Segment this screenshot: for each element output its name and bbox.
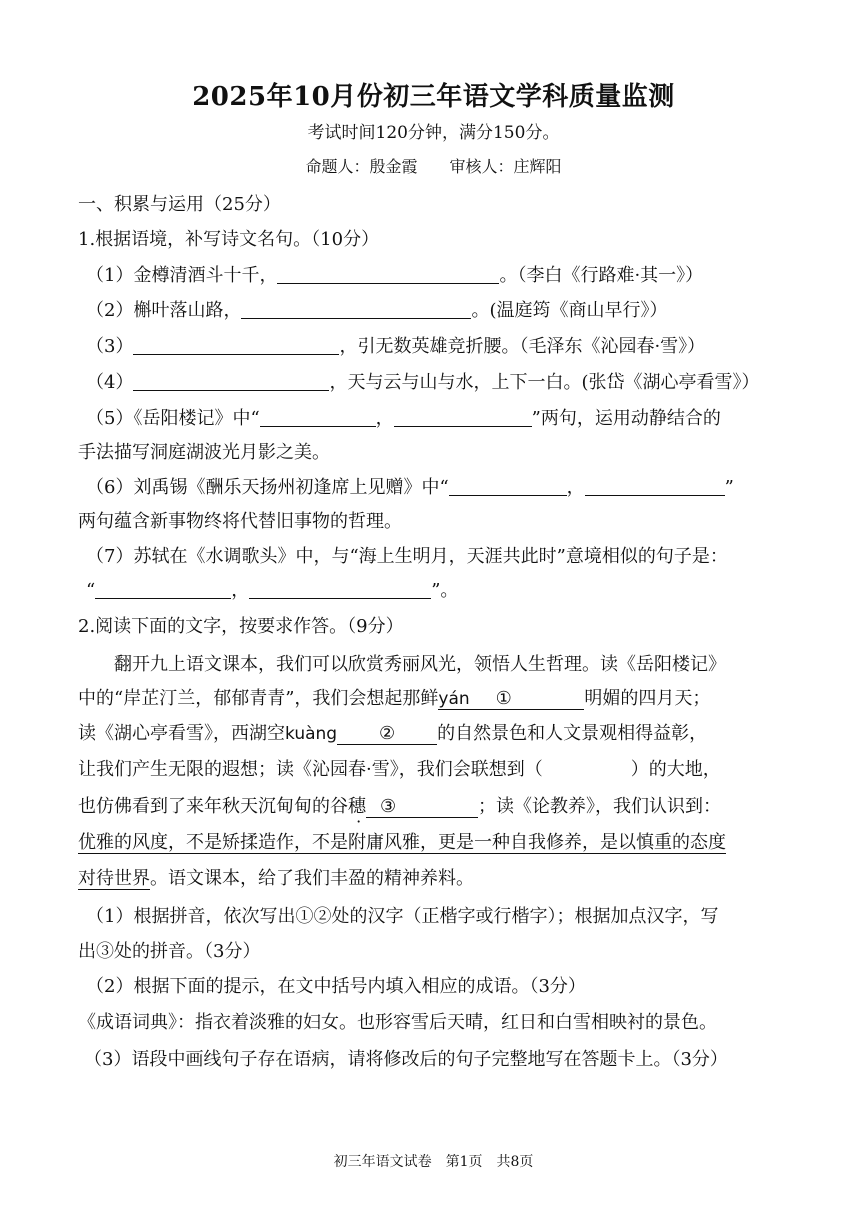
answer-blank (585, 477, 725, 496)
q2-sub-1-cont: 出③处的拼音。（3分） (78, 941, 261, 962)
q1-item-1: （1）金樽清酒斗十千， 。（李白《行路难·其一》） (86, 265, 704, 286)
answer-blank (449, 477, 567, 496)
answer-blank (260, 408, 376, 427)
page-title: 2025年10月份初三年语文学科质量监测 (192, 82, 675, 112)
q2-sub-3: （3）语段中画线句子存在语病，请将修改后的句子完整地写在答题卡上。（3分） (84, 1049, 728, 1070)
passage-line-6 (78, 828, 726, 854)
q1-item-3: （3） ，引无数英雄竞折腰。（毛泽东《沁园春·雪》） (86, 336, 706, 357)
answer-blank-3: ③ (366, 796, 478, 818)
underlined-sentence: 优雅的风度，不是矫揉造作，不是附庸风雅，更是一种自我修养，是以慎重的态度 (78, 832, 726, 853)
passage-line-5: 也仿佛看到了来年秋天沉甸甸的谷穗 ③ ；读《论教养》，我们认识到： (78, 796, 721, 817)
answer-blank (249, 580, 431, 599)
answer-blank (133, 336, 339, 355)
section-heading: 一、积累与运用（25分） (78, 194, 281, 215)
passage-line-2: 中的“岸芷汀兰，郁郁青青”，我们会想起那鲜yán ① 明媚的四月天； (78, 688, 711, 709)
q1-item-6: （6）刘禹锡《酬乐天扬州初逢席上见赠》中“ ， ” (86, 477, 734, 498)
answer-blank (95, 580, 231, 599)
q1-item-6-cont: 两句蕴含新事物终将代替旧事物的哲理。 (78, 511, 402, 532)
answer-blank (277, 265, 499, 284)
answer-blank (241, 300, 471, 319)
question-2-stem: 2.阅读下面的文字，按要求作答。（9分） (78, 616, 404, 637)
passage-line-1: 翻开九上语文课本，我们可以欣赏秀丽风光，领悟人生哲理。读《岳阳楼记》 (114, 654, 726, 675)
answer-blank-2: ② (337, 723, 437, 745)
dotted-character: 穗 (348, 796, 366, 817)
answer-blank (133, 372, 329, 391)
q1-item-4: （4） ，天与云与山与水，上下一白。(张岱《湖心亭看雪》） (86, 372, 760, 393)
pinyin-blank-1: yán ① (438, 688, 584, 710)
q2-sub-2: （2）根据下面的提示，在文中括号内填入相应的成语。（3分） (86, 976, 586, 997)
question-1-stem: 1.根据语境，补写诗文名句。（10分） (78, 229, 380, 250)
page-footer: 初三年语文试卷 第1页 共8页 (333, 1154, 534, 1170)
q1-item-2: （2）槲叶落山路， 。(温庭筠《商山早行》） (86, 300, 668, 321)
passage-line-7: 对待世界。语文课本，给了我们丰盈的精神养料。 (78, 868, 474, 889)
q2-sub-2-hint: 《成语词典》：指衣着淡雅的妇女。也形容雪后天晴，红日和白雪相映衬的景色。 (78, 1012, 717, 1033)
exam-authors: 命题人：殷金霞 审核人：庄辉阳 (305, 157, 562, 176)
q2-sub-1: （1）根据拼音，依次写出①②处的汉字（正楷字或行楷字）；根据加点汉字，写 (86, 906, 719, 927)
q1-item-5-cont: 手法描写洞庭湖波光月影之美。 (78, 442, 330, 463)
q1-item-5: （5）《岳阳楼记》中“ ， ”两句，运用动静结合的 (86, 408, 721, 429)
answer-blank (394, 408, 532, 427)
q1-item-7-blanks: “ ， ”。 (86, 580, 459, 601)
underlined-sentence-end: 对待世界 (78, 868, 150, 889)
exam-info: 考试时间120分钟，满分150分。 (307, 123, 560, 143)
q1-item-7: （7）苏轼在《水调歌头》中，与“海上生明月，天涯共此时”意境相似的句子是： (86, 546, 728, 567)
passage-line-4: 让我们产生无限的遐想；读《沁园春·雪》，我们会联想到（ ）的大地， (78, 759, 721, 780)
passage-line-3: 读《湖心亭看雪》，西湖空kuàng ② 的自然景色和人文景观相得益彰， (78, 723, 708, 744)
